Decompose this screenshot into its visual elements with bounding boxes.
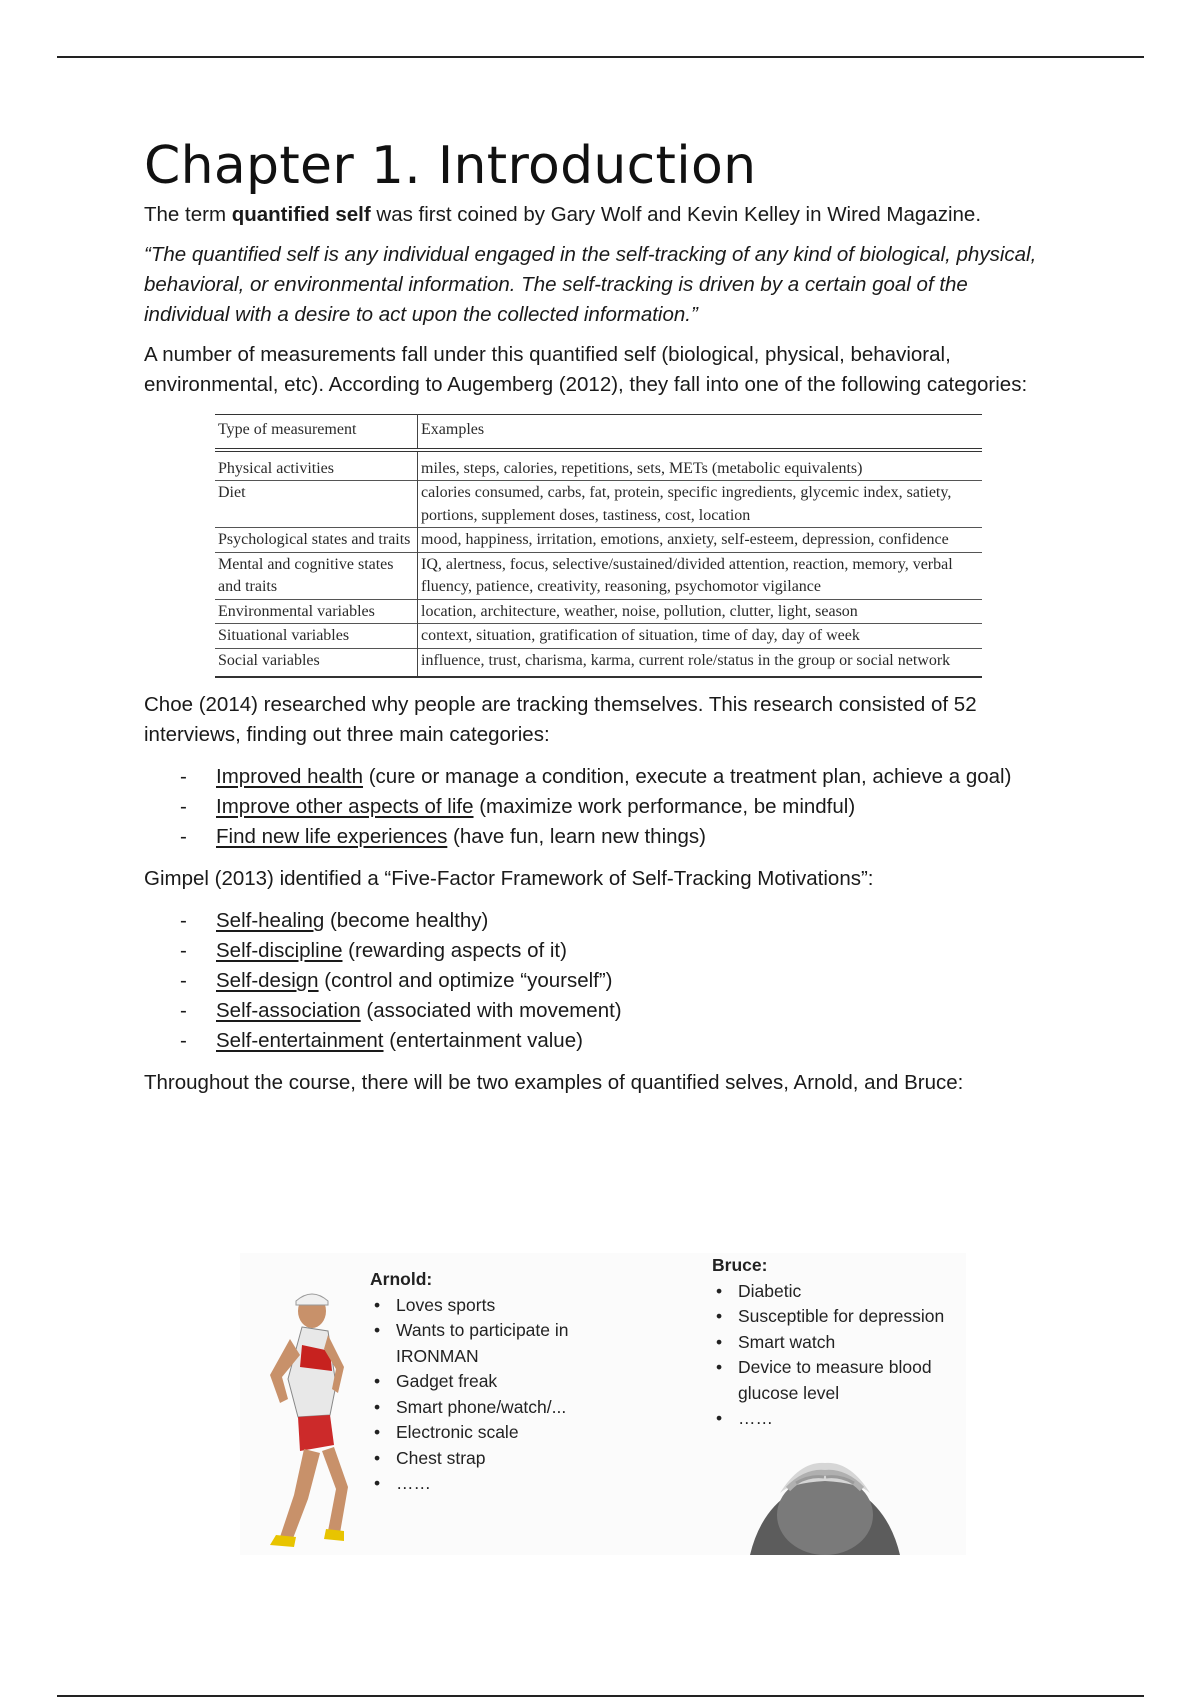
- list-item: [144, 822, 1056, 852]
- table-cell-type: Physical activities: [215, 450, 418, 481]
- table-header-row: [215, 415, 982, 450]
- document-body: [144, 136, 1044, 1098]
- list-item: • Smart phone/watch/...: [370, 1395, 610, 1421]
- intro-suffix: was first coined by Gary Wolf and Kevin Kelley in Wired Magazine.: [370, 203, 982, 226]
- list-item-detail: (control and optimize “yourself”): [318, 969, 613, 992]
- table-row: [215, 481, 982, 528]
- list-item-detail: (maximize work performance, be mindful): [473, 795, 856, 818]
- list-item: • Chest strap: [370, 1446, 610, 1472]
- measurement-table: [215, 414, 982, 678]
- table-cell-type: Psychological states and traits: [215, 528, 418, 553]
- list-item-term: Find new life experiences: [216, 825, 448, 848]
- list-item: [144, 996, 1056, 1026]
- list-item: • ……: [712, 1406, 972, 1432]
- bruce-profile: [712, 1253, 972, 1432]
- bruce-title: Bruce:: [712, 1255, 768, 1275]
- arnold-profile: [370, 1267, 610, 1497]
- table-cell-examples: IQ, alertness, focus, selective/sustained/divided attention, reaction, memory, verbal fluency, patience, creativity, reasoning, psychomotor vigilance: [421, 555, 953, 595]
- table-row: [215, 648, 982, 677]
- table-cell-type: Social variables: [215, 648, 418, 677]
- list-item: • Wants to participate in IRONMAN: [370, 1318, 610, 1369]
- table-row: [215, 624, 982, 649]
- list-item: [144, 1026, 1056, 1056]
- list-item: [144, 936, 1056, 966]
- list-item-detail: (rewarding aspects of it): [342, 939, 567, 962]
- list-item: • Smart watch: [712, 1330, 972, 1356]
- list-item: • Loves sports: [370, 1293, 610, 1319]
- table-cell-examples: context, situation, gratification of situation, time of day, day of week: [421, 627, 860, 644]
- intro-paragraph: [144, 200, 1044, 230]
- gimpel-paragraph: Gimpel (2013) identified a “Five-Factor Framework of Self-Tracking Motivations”:: [144, 867, 874, 890]
- table-cell-examples: calories consumed, carbs, fat, protein, specific ingredients, glycemic index, satiety, portions, supplement doses, tastiness, cost, location: [421, 484, 952, 524]
- list-item: • Device to measure blood glucose level: [712, 1355, 972, 1406]
- measurements-paragraph: A number of measurements fall under this quantified self (biological, physical, behavioral, environmental, etc). According to Augemberg (2012), they fall into one of the following categories:: [144, 343, 1028, 396]
- table-header-examples: Examples: [421, 421, 485, 438]
- list-item-detail: (entertainment value): [383, 1029, 583, 1052]
- arnold-trait-list: [370, 1293, 610, 1497]
- runner-image: [240, 1275, 360, 1555]
- list-item-term: Self-association: [216, 999, 361, 1022]
- list-item-detail: (cure or manage a condition, execute a treatment plan, achieve a goal): [363, 765, 1012, 788]
- table-cell-examples: influence, trust, charisma, karma, current role/status in the group or social network: [421, 651, 951, 669]
- list-item: • Electronic scale: [370, 1420, 610, 1446]
- top-rule: [57, 56, 1144, 58]
- table-row: [215, 552, 982, 599]
- definition-quote: “The quantified self is any individual engaged in the self-tracking of any kind of biological, physical, behavioral, or environmental information. The self-tracking is driven by a certain goal of the individual with a desire to act upon the collected information.”: [144, 243, 1037, 326]
- list-item-term: Improved health: [216, 765, 364, 788]
- gimpel-motivation-list: [144, 906, 1044, 1056]
- table-cell-examples: location, architecture, weather, noise, pollution, clutter, light, season: [421, 602, 858, 620]
- intro-prefix: The term: [144, 203, 232, 226]
- list-item-term: Self-entertainment: [216, 1029, 384, 1052]
- table-row: [215, 599, 982, 624]
- arnold-title: Arnold:: [370, 1269, 433, 1289]
- list-item-detail: (associated with movement): [360, 999, 622, 1022]
- table-row: [215, 450, 982, 481]
- table-cell-type: Situational variables: [215, 624, 418, 649]
- list-item: • Gadget freak: [370, 1369, 610, 1395]
- head-in-hands-image: [740, 1453, 910, 1555]
- list-item: [144, 906, 1056, 936]
- list-item-term: Improve other aspects of life: [216, 795, 474, 818]
- list-item: • ……: [370, 1471, 610, 1497]
- bruce-trait-list: [712, 1279, 972, 1432]
- bottom-rule: [57, 1695, 1144, 1697]
- list-item: • Diabetic: [712, 1279, 972, 1305]
- table-cell-type: Diet: [215, 481, 418, 528]
- list-item-term: Self-design: [216, 969, 319, 992]
- table-cell-type: Environmental variables: [215, 599, 418, 624]
- list-item-term: Self-discipline: [216, 939, 343, 962]
- list-item: • Susceptible for depression: [712, 1304, 972, 1330]
- examples-paragraph: Throughout the course, there will be two examples of quantified selves, Arnold, and Bruce:: [144, 1071, 964, 1094]
- table-cell-examples: mood, happiness, irritation, emotions, anxiety, self-esteem, depression, confidence: [421, 531, 949, 548]
- chapter-title: Chapter 1. Introduction: [144, 136, 757, 196]
- measurement-table-wrapper: [215, 414, 982, 678]
- list-item: [144, 792, 1056, 822]
- table-cell-type: Mental and cognitive states and traits: [215, 552, 418, 599]
- list-item: [144, 762, 1056, 792]
- table-row: [215, 528, 982, 553]
- list-item-detail: (have fun, learn new things): [447, 825, 707, 848]
- list-item: [144, 966, 1056, 996]
- intro-bold-term: quantified self: [231, 203, 371, 226]
- table-header-type: Type of measurement: [215, 415, 418, 450]
- list-item-detail: (become healthy): [324, 909, 489, 932]
- list-item-term: Self-healing: [216, 909, 325, 932]
- table-cell-examples: miles, steps, calories, repetitions, sets, METs (metabolic equivalents): [421, 459, 863, 477]
- quantified-selves-figure: [240, 1253, 966, 1555]
- choe-category-list: [144, 762, 1044, 852]
- choe-paragraph: Choe (2014) researched why people are tracking themselves. This research consisted of 52 interviews, finding out three main categories:: [144, 693, 977, 746]
